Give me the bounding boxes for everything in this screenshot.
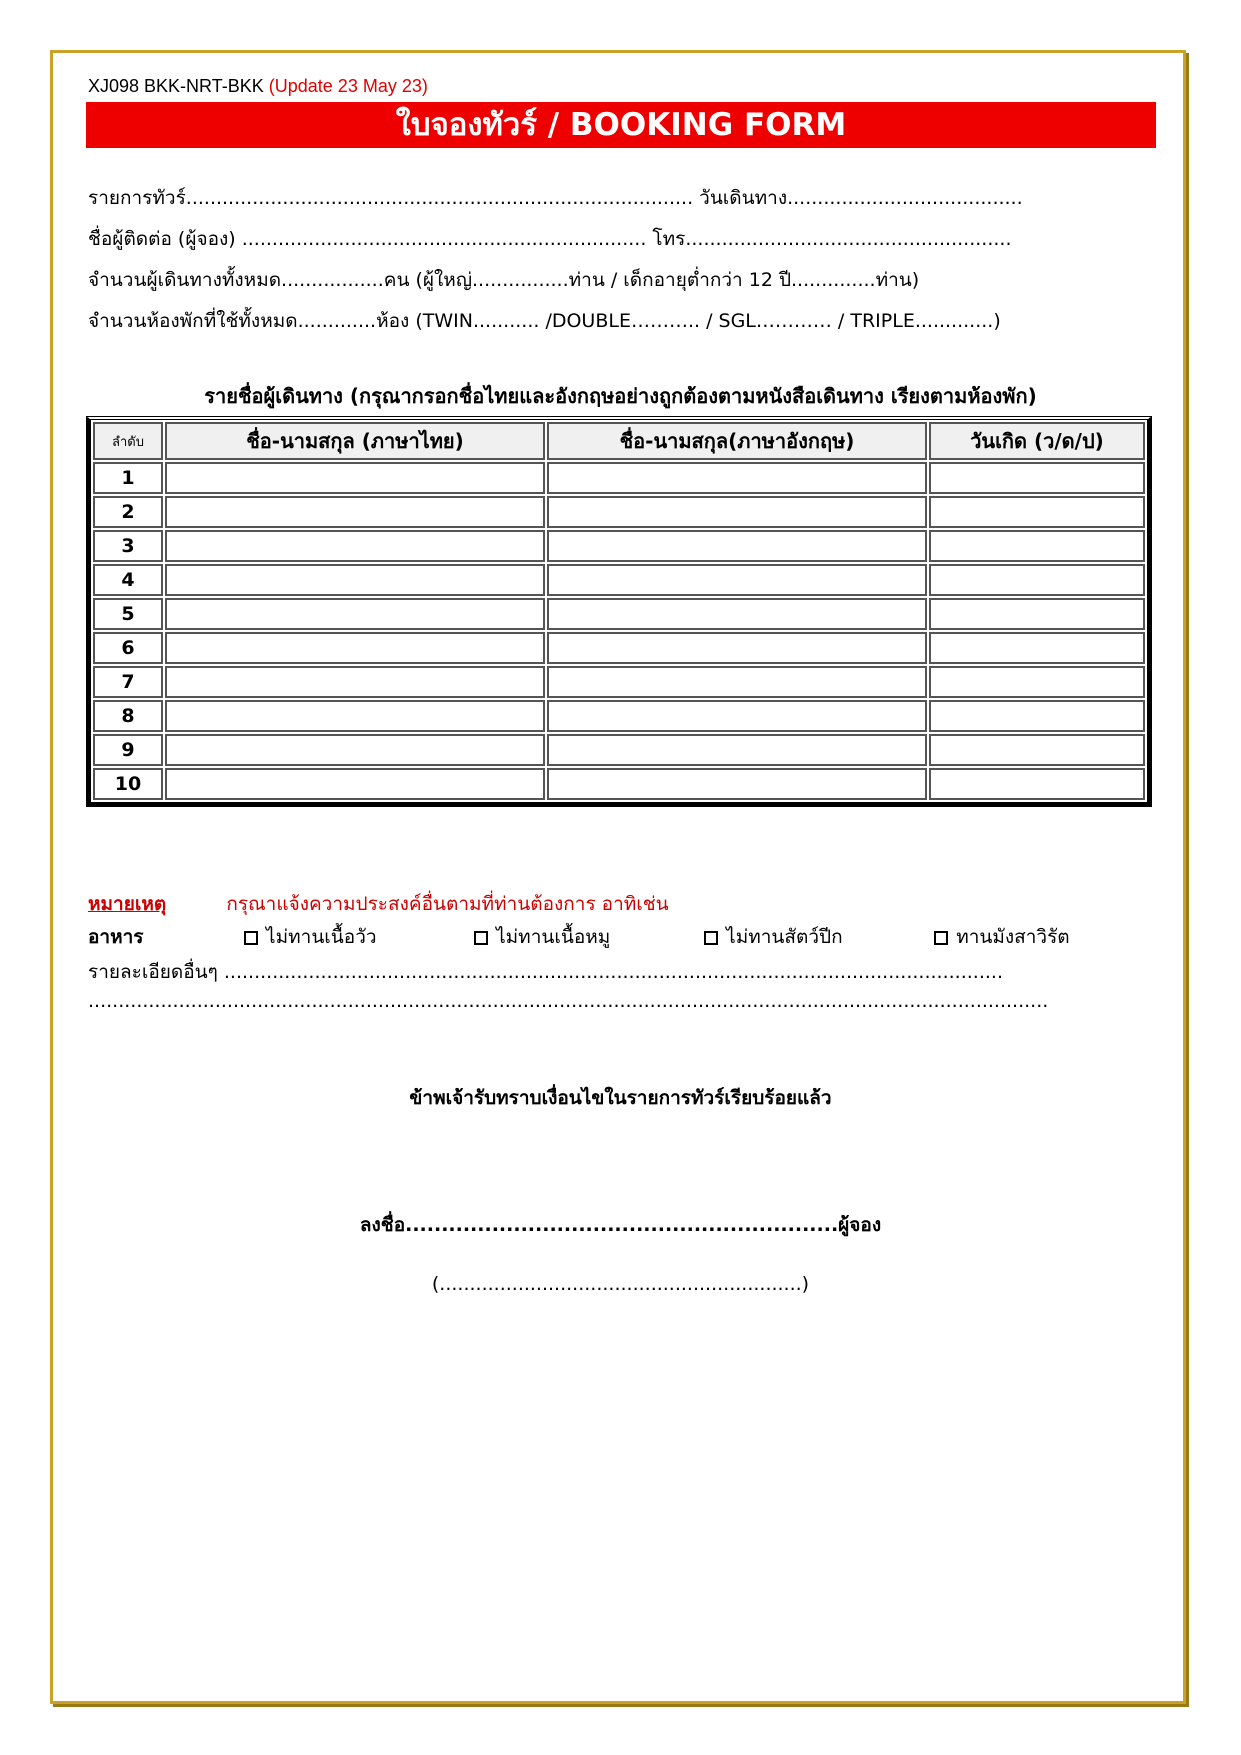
thai-name-cell[interactable] [165,496,545,528]
row-number: 7 [93,666,163,698]
contact-info-line[interactable]: ชื่อผู้ติดต่อ (ผู้จอง) ................................................................... โทร...................................................... [88,228,1012,250]
row-number: 10 [93,768,163,800]
notes-row [88,889,669,919]
birthdate-cell[interactable] [929,530,1145,562]
notes-label: หมายเหตุ [88,893,167,915]
table-row [93,632,1145,664]
row-number: 8 [93,700,163,732]
table-row [93,564,1145,596]
english-name-cell[interactable] [547,564,927,596]
table-header-row [93,422,1145,460]
option-no-poultry-label: ไม่ทานสัตว์ปีก [726,926,843,948]
thai-name-cell[interactable] [165,666,545,698]
thai-name-cell[interactable] [165,734,545,766]
table-row [93,462,1145,494]
update-date: (Update 23 May 23) [268,76,428,96]
row-number: 1 [93,462,163,494]
option-no-beef[interactable] [244,922,468,952]
other-details-dotted-line[interactable]: ............................................................................................................................................................... [88,990,1049,1012]
option-no-poultry[interactable] [704,922,928,952]
checkbox-icon[interactable] [474,931,488,945]
rooms-count-line[interactable]: จำนวนห้องพักที่ใช้ทั้งหมด.............ห้อง (TWIN........... /DOUBLE……….. / SGL………… / TRIPLE.............) [88,310,1001,332]
tour-code [88,76,428,97]
passenger-table [86,416,1152,807]
english-name-cell[interactable] [547,496,927,528]
birthdate-cell[interactable] [929,768,1145,800]
other-details-line[interactable]: รายละเอียดอื่นๆ ................................................................................................................................. [88,961,1003,983]
english-name-cell[interactable] [547,666,927,698]
table-row [93,496,1145,528]
birthdate-cell[interactable] [929,632,1145,664]
table-row [93,700,1145,732]
birthdate-cell[interactable] [929,666,1145,698]
english-name-cell[interactable] [547,768,927,800]
table-row [93,598,1145,630]
english-name-cell[interactable] [547,700,927,732]
column-header-no: ลำดับ [93,422,163,460]
option-no-pork-label: ไม่ทานเนื้อหมู [496,926,611,948]
option-no-beef-label: ไม่ทานเนื้อวัว [266,926,377,948]
column-header-english-name: ชื่อ-นามสกุล(ภาษาอังกฤษ) [547,422,927,460]
notes-text: กรุณาแจ้งความประสงค์อื่นตามที่ท่านต้องการ อาทิเช่น [226,893,669,915]
thai-name-cell[interactable] [165,530,545,562]
birthdate-cell[interactable] [929,700,1145,732]
column-header-birthdate: วันเกิด (ว/ด/ป) [929,422,1145,460]
birthdate-cell[interactable] [929,462,1145,494]
birthdate-cell[interactable] [929,734,1145,766]
passenger-list-heading: รายชื่อผู้เดินทาง (กรุณากรอกชื่อไทยและอังกฤษอย่างถูกต้องตามหนังสือเดินทาง เรียงตามห้องพัก) [204,384,1037,408]
thai-name-cell[interactable] [165,564,545,596]
thai-name-cell[interactable] [165,768,545,800]
table-row [93,530,1145,562]
page-border [50,50,1186,1704]
signature-name-line[interactable]: (............................................................) [431,1273,810,1295]
checkbox-icon[interactable] [934,931,948,945]
thai-name-cell[interactable] [165,700,545,732]
tour-code-text: XJ098 BKK-NRT-BKK [88,76,264,96]
row-number: 9 [93,734,163,766]
travelers-count-line[interactable]: จำนวนผู้เดินทางทั้งหมด.................คน (ผู้ใหญ่................ท่าน / เด็กอายุต่ำกว่า 12 ปี..............ท่าน) [88,269,920,291]
option-vegetarian-label: ทานมังสาวิรัต [956,926,1070,948]
row-number: 2 [93,496,163,528]
english-name-cell[interactable] [547,734,927,766]
row-number: 4 [93,564,163,596]
food-label: อาหาร [88,926,144,948]
thai-name-cell[interactable] [165,598,545,630]
thai-name-cell[interactable] [165,462,545,494]
english-name-cell[interactable] [547,632,927,664]
row-number: 3 [93,530,163,562]
checkbox-icon[interactable] [244,931,258,945]
english-name-cell[interactable] [547,598,927,630]
table-row [93,666,1145,698]
column-header-thai-name: ชื่อ-นามสกุล (ภาษาไทย) [165,422,545,460]
birthdate-cell[interactable] [929,564,1145,596]
table-row [93,768,1145,800]
signature-line[interactable]: ลงชื่อ............................................................ผู้จอง [359,1214,882,1236]
birthdate-cell[interactable] [929,598,1145,630]
option-no-pork[interactable] [474,922,698,952]
row-number: 6 [93,632,163,664]
form-title: ใบจองทัวร์ / BOOKING FORM [86,102,1156,148]
acknowledgement-text: ข้าพเจ้ารับทราบเงื่อนไขในรายการทัวร์เรียบร้อยแล้ว [409,1087,832,1109]
row-number: 5 [93,598,163,630]
food-options-row [88,922,1070,952]
birthdate-cell[interactable] [929,496,1145,528]
english-name-cell[interactable] [547,462,927,494]
english-name-cell[interactable] [547,530,927,562]
tour-info-line[interactable]: รายการทัวร์.................................................................................... วันเดินทาง....................................... [88,187,1023,209]
checkbox-icon[interactable] [704,931,718,945]
option-vegetarian[interactable] [934,922,1069,952]
table-row [93,734,1145,766]
thai-name-cell[interactable] [165,632,545,664]
